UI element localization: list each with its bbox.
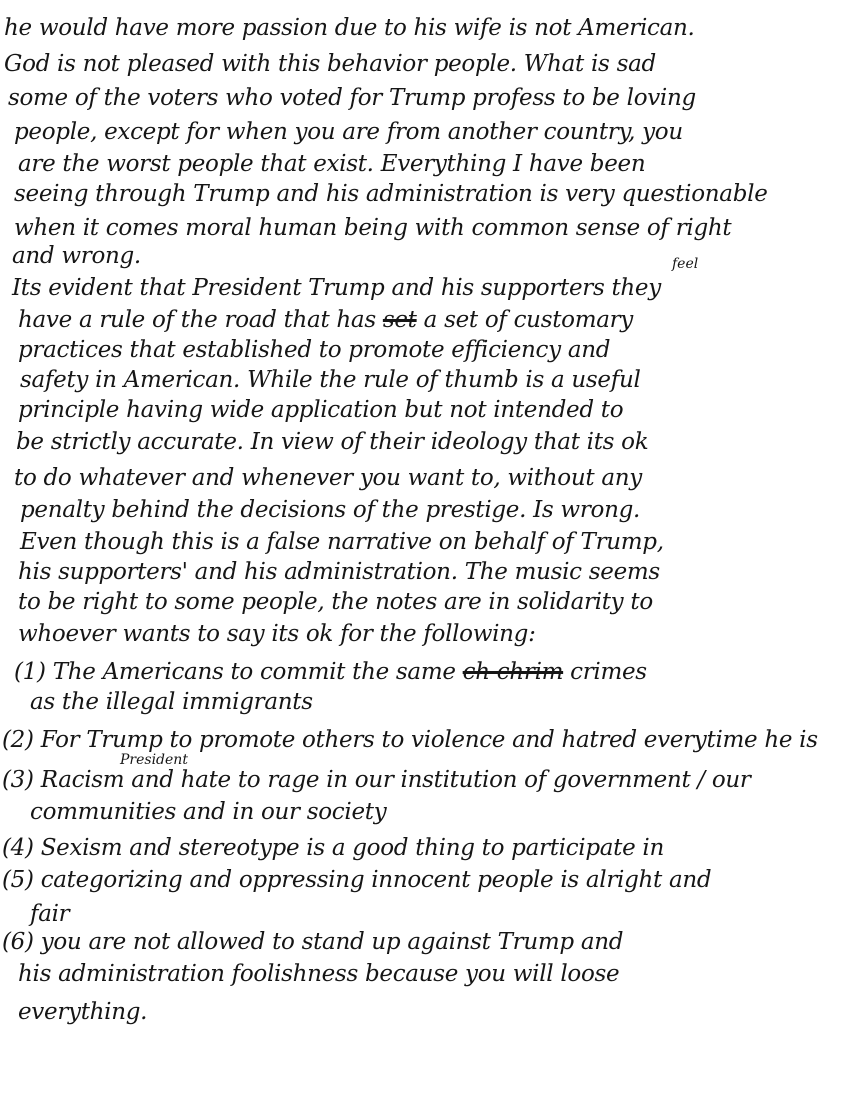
text-line-16: penalty behind the decisions of the prestige. Is wrong. <box>20 497 641 523</box>
text-line-19: to be right to some people, the notes are in solidarity to <box>18 589 653 615</box>
text-line-9: Its evident that President Trump and his supporters they <box>12 275 661 301</box>
struck-word-chrim: ch chrim <box>462 659 564 685</box>
text-line-5: are the worst people that exist. Everything I have been <box>18 151 646 177</box>
list-item-5: (5) categorizing and oppressing innocent people is alright and <box>2 867 712 893</box>
list-item-6: (6) you are not allowed to stand up against Trump and <box>2 929 624 955</box>
list-item-5-continued: fair <box>30 901 70 927</box>
text-line-18: his supporters' and his administration. The music seems <box>18 559 660 585</box>
list-item-6-continued: his administration foolishness because you will loose <box>18 961 620 987</box>
text-line-13: principle having wide application but not intended to <box>18 397 624 423</box>
text-line-6: seeing through Trump and his administration is very questionable <box>14 181 768 207</box>
text-line-2: God is not pleased with this behavior people. What is sad <box>4 51 656 77</box>
list-item-1-end: crimes <box>570 659 647 685</box>
inserted-word-feel: feel <box>672 256 699 272</box>
text-line-3: some of the voters who voted for Trump profess to be loving <box>8 85 696 111</box>
text-line-7: when it comes moral human being with common sense of right <box>14 215 732 241</box>
list-item-4: (4) Sexism and stereotype is a good thing to participate in <box>2 835 665 861</box>
text-line-20: whoever wants to say its ok for the following: <box>18 621 536 647</box>
list-item-1-start: (1) The Americans to commit the same <box>14 659 456 685</box>
list-item-6-end: everything. <box>18 999 148 1025</box>
text-line-10 <box>18 306 633 334</box>
list-item-3: (3) Racism and hate to rage in our institution of government / our <box>2 767 751 793</box>
text-line-10-end: a set of customary <box>423 307 634 333</box>
text-line-10-start: have a rule of the road that has <box>18 307 376 333</box>
text-line-4: people, except for when you are from another country, you <box>14 119 683 145</box>
list-item-1-continued: as the illegal immigrants <box>30 689 313 715</box>
list-item-3-continued: communities and in our society <box>30 799 387 825</box>
list-item-2: (2) For Trump to promote others to violence and hatred everytime he is <box>2 727 818 753</box>
list-item-1 <box>14 658 647 686</box>
inserted-word-president: President <box>120 752 188 768</box>
text-line-1: he would have more passion due to his wife is not American. <box>4 15 695 41</box>
text-line-15: to do whatever and whenever you want to, without any <box>14 465 642 491</box>
struck-word-set: set <box>382 307 417 333</box>
text-line-14: be strictly accurate. In view of their ideology that its ok <box>16 429 649 455</box>
text-line-11: practices that established to promote efficiency and <box>18 337 611 363</box>
text-line-12: safety in American. While the rule of thumb is a useful <box>20 367 641 393</box>
text-line-8: and wrong. <box>12 243 141 269</box>
text-line-17: Even though this is a false narrative on behalf of Trump, <box>20 529 664 555</box>
